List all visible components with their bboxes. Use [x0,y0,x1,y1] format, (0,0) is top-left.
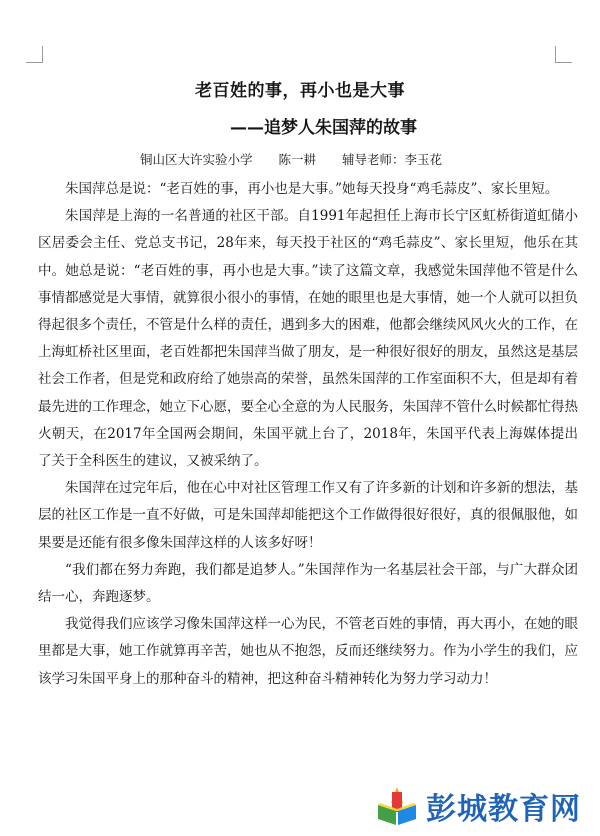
document-title: 老百姓的事，再小也是大事 [195,81,405,101]
byline [140,150,442,168]
paragraph-1: 朱国萍总是说：“老百姓的事，再小也是大事。”她每天投身“鸡毛蒜皮”、家长里短。 [65,181,559,197]
page-corner-mark-top-right [555,46,572,63]
page-corner-mark-top-left [26,46,43,63]
paragraph-2: 朱国萍是上海的一名普通的社区干部。自1991年起担任上海市长宁区虹桥街道虹储小区居委会主任、党总支书记，28年来，每天投于社区的“鸡毛蒜皮”、家长里短，他乐在其中。她总是说：“老百姓的事，再小也是大事。”读了这篇文章，我感觉朱国萍他不管是什么事情都感觉是大事情，就算很小很小的事情，在她的眼里也是大事情，她一个人就可以担负得起很多个责任，不管是什么样的责任，遇到多大的困难，他都会继续风风火火的工作，在上海虹桥社区里面，老百姓都把朱国萍当做了朋友，是一种很好很好的朋友，虽然这是基层社会工作者，但是党和政府给了她崇高的荣誉，虽然朱国萍的工作室面积不大，但是却有着最先进的工作理念，她立下心愿，要全心全意的为人民服务，朱国萍不管什么时候都忙得热火朝天，在2017年全国两会期间，朱国平就上台了，2018年，朱国平代表上海媒体提出了关于全科医生的建议，又被采纳了。 [38,208,578,470]
paragraph-3: 朱国萍在过完年后，他在心中对社区管理工作又有了许多新的计划和许多新的想法，基层的社区工作是一直不好做，可是朱国萍却能把这个工作做得很好很好，真的很佩服他，如果要是还能有很多像朱国萍这样的人该多好呀！ [38,480,578,551]
paragraph-4: “我们都在努力奔跑，我们都是追梦人。”朱国萍作为一名基层社会干部，与广大群众团结一心，奔跑逐梦。 [38,561,578,606]
document-subtitle: ——追梦人朱国萍的故事 [230,118,417,138]
site-watermark [374,782,594,830]
paragraph-5: 我觉得我们应该学习像朱国萍这样一心为民，不管老百姓的事情，再大再小，在她的眼里都是大事，她工作就算再辛苦，她也从不抱怨，反而还继续努力。作为小学生的我们，应该学习朱国平身上的那种奋斗的精神，把这种奋斗精神转化为努力学习动力！ [38,616,578,687]
byline-author: 陈一耕 [278,152,317,167]
byline-school: 铜山区大许实验小学 [140,152,253,167]
byline-teacher: 辅导老师：李玉花 [342,152,443,167]
watermark-text: 彭城教育网 [426,792,581,827]
book-pencil-logo-icon [374,783,420,829]
document-body [38,176,578,693]
